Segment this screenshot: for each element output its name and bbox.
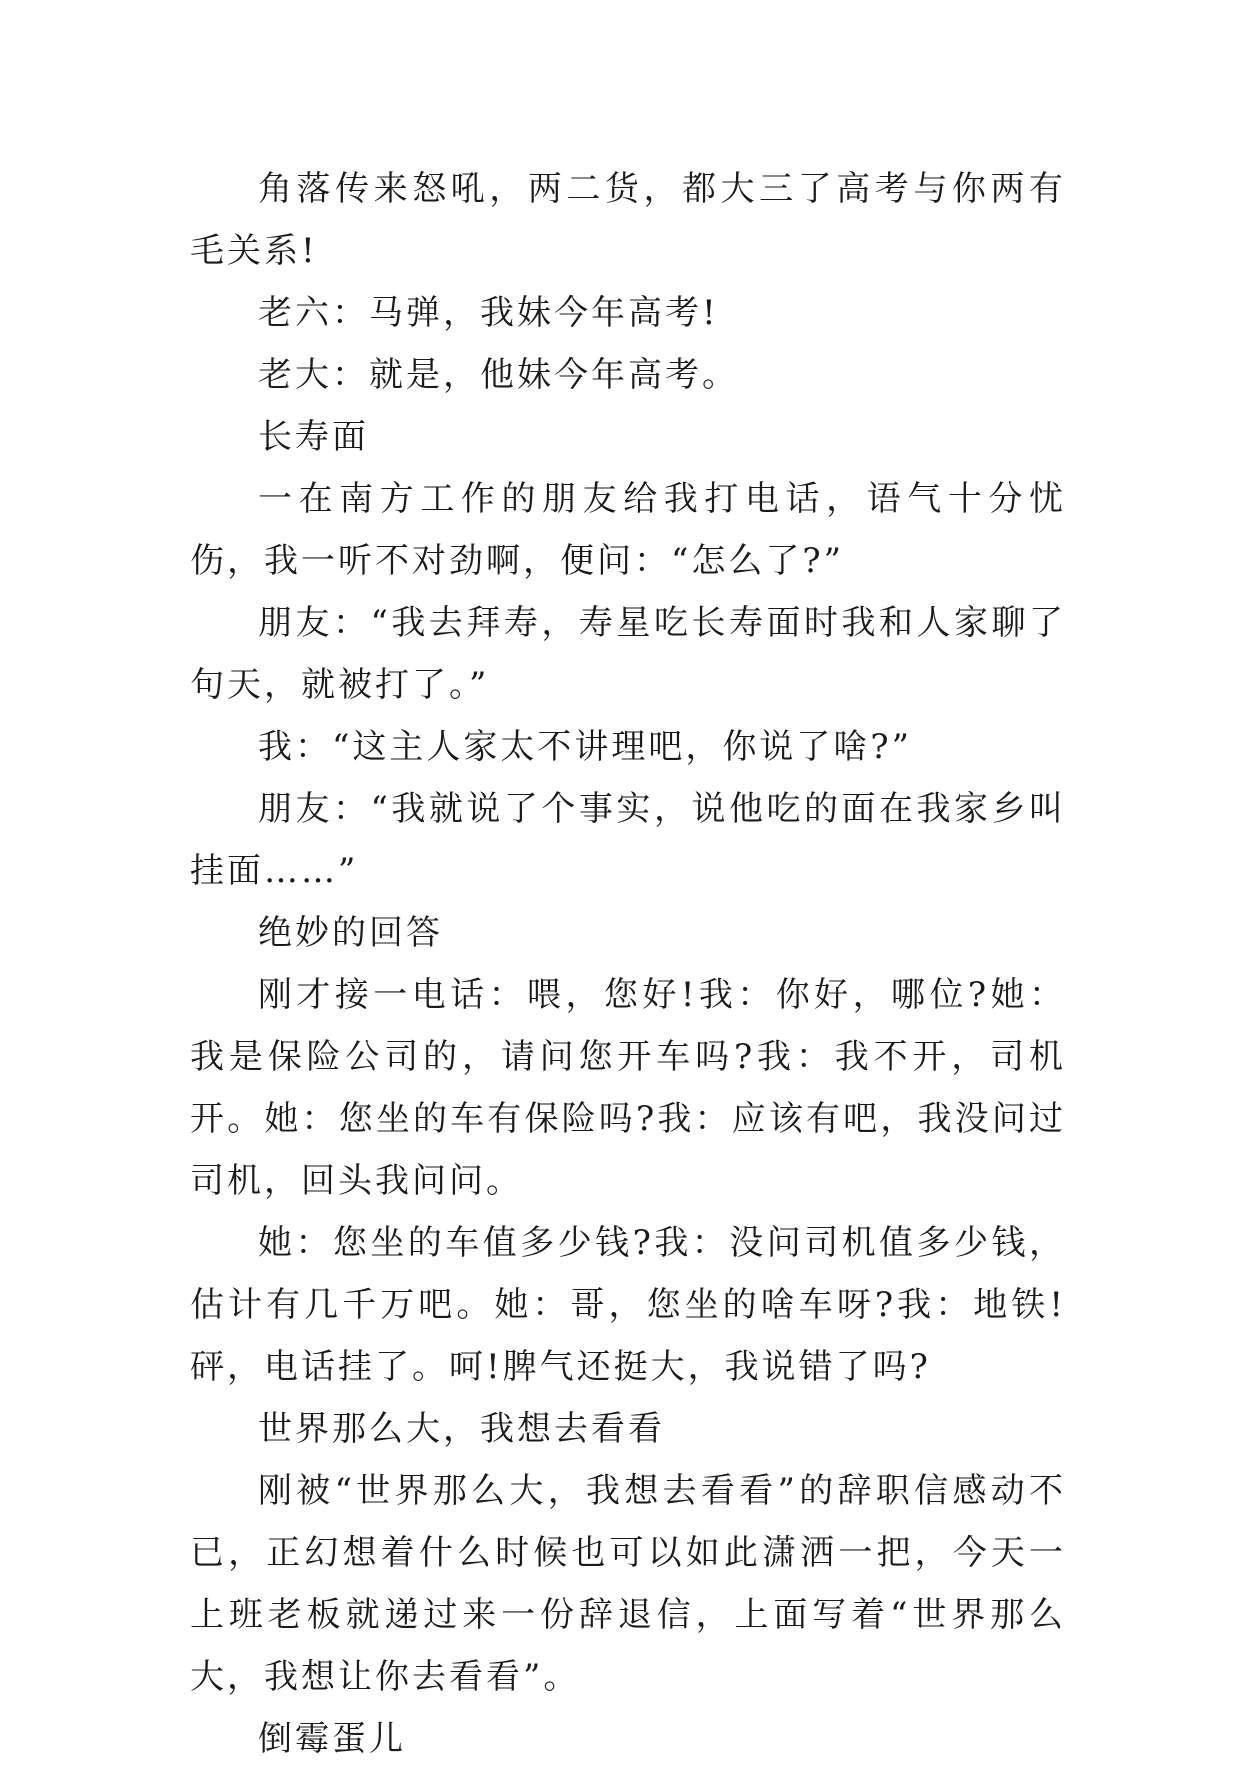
paragraph: 角落传来怒吼，两二货，都大三了高考与你两有毛关系! (190, 169, 1066, 271)
paragraph: 老大：就是，他妹今年高考。 (258, 355, 739, 395)
paragraph: 朋友：“我去拜寿，寿星吃长寿面时我和人家聊了句天，就被打了。” (190, 603, 1066, 705)
paragraph: 刚被“世界那么大，我想去看看”的辞职信感动不已，正幻想着什么时候也可以如此潇洒一把，今天一上班老板就递过来一份辞退信，上面写着“世界那么大，我想让你去看看”。 (190, 1471, 1066, 1697)
section-heading: 倒霉蛋儿 (258, 1719, 406, 1759)
paragraph: 我：“这主人家太不讲理吧，你说了啥?” (258, 727, 912, 767)
document-body (190, 158, 1066, 1770)
section-heading: 绝妙的回答 (258, 913, 443, 953)
section-heading: 长寿面 (258, 417, 369, 457)
paragraph: 朋友：“我就说了个事实，说他吃的面在我家乡叫挂面……” (190, 789, 1066, 891)
paragraph: 她：您坐的车值多少钱?我：没问司机值多少钱，估计有几千万吧。她：哥，您坐的啥车呀?我：地铁!砰，电话挂了。呵!脾气还挺大，我说错了吗? (190, 1223, 1066, 1387)
section-heading: 世界那么大，我想去看看 (258, 1409, 665, 1449)
paragraph: 老六：马弹，我妹今年高考! (258, 293, 719, 333)
paragraph: 一在南方工作的朋友给我打电话，语气十分忧伤，我一听不对劲啊，便问：“怎么了?” (190, 479, 1066, 581)
paragraph: 刚才接一电话：喂，您好!我：你好，哪位?她：我是保险公司的，请问您开车吗?我：我不开，司机开。她：您坐的车有保险吗?我：应该有吧，我没问过司机，回头我问问。 (190, 975, 1066, 1201)
